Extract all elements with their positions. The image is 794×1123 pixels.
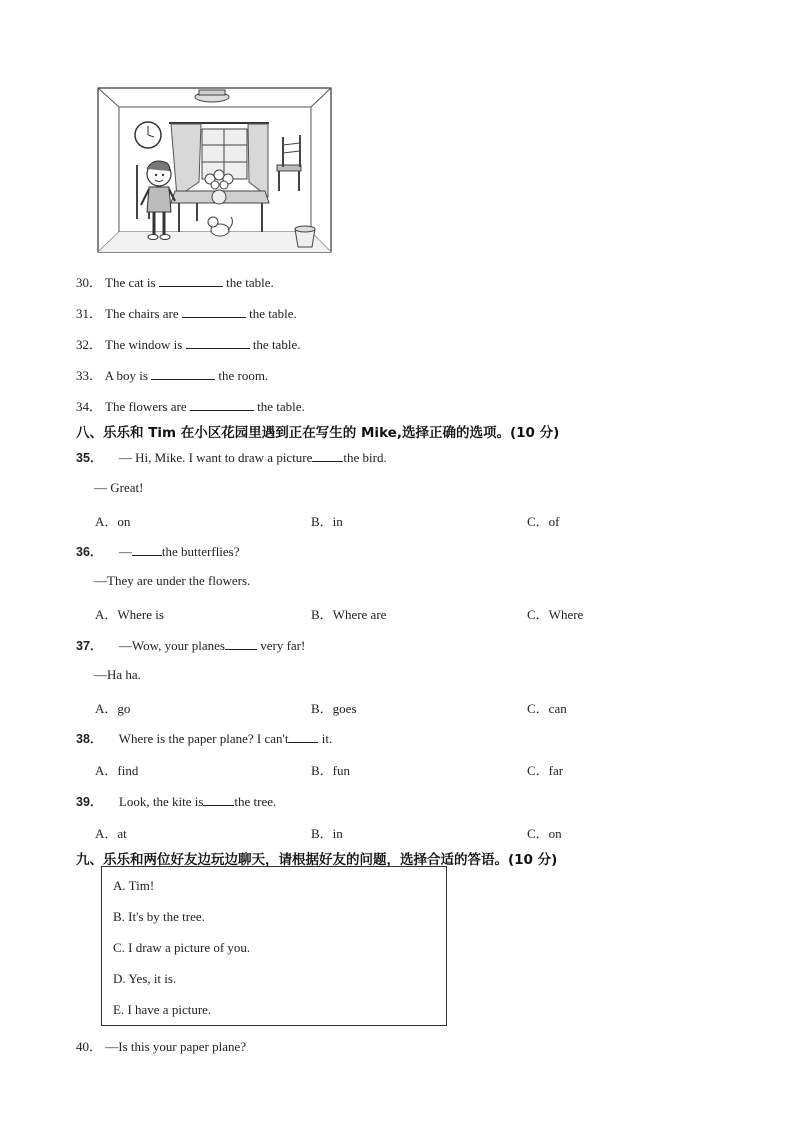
option-c[interactable]: C．far bbox=[527, 763, 564, 778]
answer-blank[interactable] bbox=[159, 274, 223, 287]
question-37-reply: —Ha ha. bbox=[94, 667, 141, 682]
answer-option-b[interactable]: B. It's by the tree. bbox=[113, 909, 205, 924]
option-b[interactable]: B．in bbox=[311, 826, 343, 841]
option-b[interactable]: B．in bbox=[311, 514, 343, 529]
answer-blank[interactable] bbox=[151, 367, 215, 380]
option-a[interactable]: A．at bbox=[95, 826, 127, 841]
section-9-title: 九、乐乐和两位好友边玩边聊天，请根据好友的问题，选择合适的答语。(10 分) bbox=[76, 852, 558, 868]
answer-options-box bbox=[101, 866, 447, 1026]
answer-blank[interactable] bbox=[186, 336, 250, 349]
answer-option-e[interactable]: E. I have a picture. bbox=[113, 1002, 212, 1017]
option-a[interactable]: A．Where is bbox=[95, 607, 164, 622]
question-40: 40． —Is this your paper plane? bbox=[76, 1039, 247, 1054]
option-b[interactable]: B．goes bbox=[311, 701, 357, 716]
question-39: 39． Look, the kite is the tree. bbox=[76, 794, 277, 809]
question-32: 32． The window is the table. bbox=[76, 337, 301, 352]
option-a[interactable]: A．go bbox=[95, 701, 131, 716]
room-illustration bbox=[97, 87, 333, 254]
answer-blank[interactable] bbox=[312, 449, 343, 462]
option-a[interactable]: A．on bbox=[95, 514, 131, 529]
question-38: 38． Where is the paper plane? I can't it. bbox=[76, 731, 333, 746]
answer-blank[interactable] bbox=[190, 398, 254, 411]
question-31: 31． The chairs are the table. bbox=[76, 306, 297, 321]
question-33: 33． A boy is the room. bbox=[76, 368, 269, 383]
answer-option-c[interactable]: C. I draw a picture of you. bbox=[113, 940, 251, 955]
option-b[interactable]: B．fun bbox=[311, 763, 351, 778]
answer-blank[interactable] bbox=[132, 543, 162, 556]
answer-option-d[interactable]: D. Yes, it is. bbox=[113, 971, 177, 986]
option-c[interactable]: C．on bbox=[527, 826, 562, 841]
question-35: 35． — Hi, Mike. I want to draw a picture the bird. bbox=[76, 450, 387, 465]
question-35-reply: — Great! bbox=[94, 480, 144, 495]
option-a[interactable]: A．find bbox=[95, 763, 139, 778]
question-36-reply: —They are under the flowers. bbox=[94, 573, 251, 588]
answer-blank[interactable] bbox=[225, 637, 257, 650]
question-36: 36． — the butterflies? bbox=[76, 544, 240, 559]
option-c[interactable]: C．Where bbox=[527, 607, 584, 622]
option-c[interactable]: C．can bbox=[527, 701, 567, 716]
answer-blank[interactable] bbox=[203, 793, 234, 806]
question-37: 37． —Wow, your planes very far! bbox=[76, 638, 306, 653]
answer-blank[interactable] bbox=[288, 730, 318, 743]
question-34: 34． The flowers are the table. bbox=[76, 399, 305, 414]
question-30: 30． The cat is the table. bbox=[76, 275, 274, 290]
answer-option-a[interactable]: A. Tim! bbox=[113, 878, 155, 893]
answer-blank[interactable] bbox=[182, 305, 246, 318]
option-b[interactable]: B．Where are bbox=[311, 607, 387, 622]
section-8-title: 八、乐乐和 Tim 在小区花园里遇到正在写生的 Mike,选择正确的选项。(10 分) bbox=[76, 425, 560, 441]
option-c[interactable]: C．of bbox=[527, 514, 560, 529]
